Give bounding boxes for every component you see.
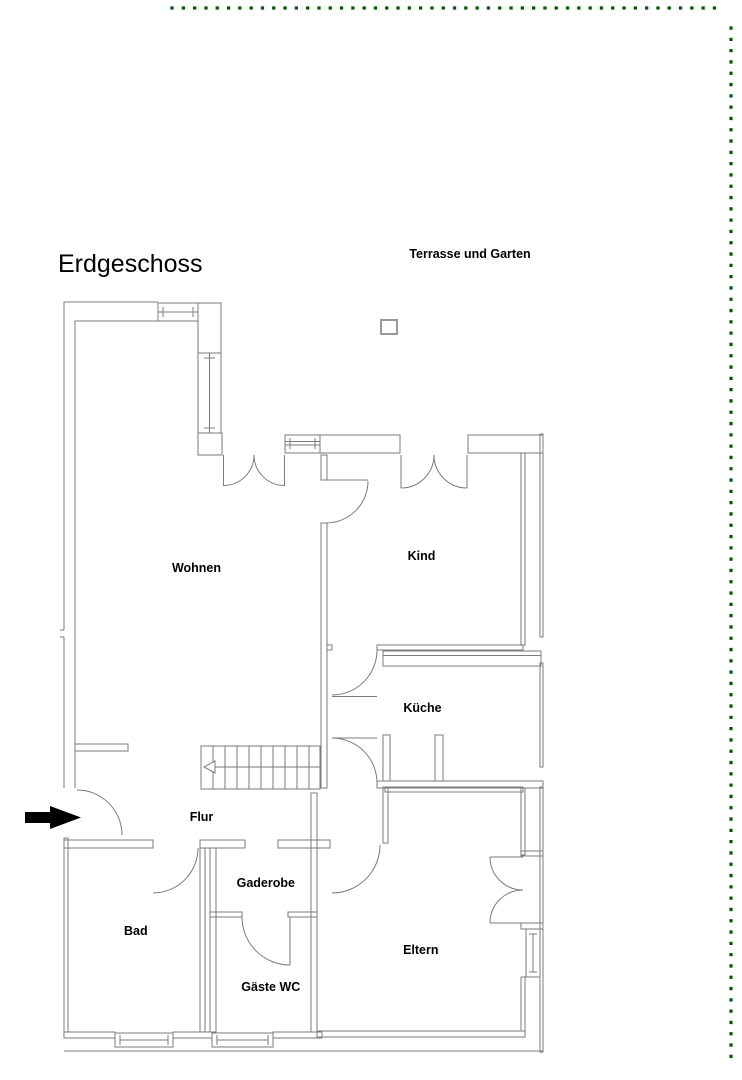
window-gwc-south xyxy=(212,1033,273,1047)
exterior-wall-right-lower xyxy=(540,787,543,1052)
south-wall-bad-right xyxy=(173,1032,212,1038)
north-wall-segment-1 xyxy=(320,435,400,453)
eltern-south-wall xyxy=(317,1031,525,1037)
wall-pillar-mid xyxy=(198,433,222,455)
door-entrance xyxy=(77,790,122,835)
door-bad xyxy=(153,848,198,893)
exterior-wall-lower-left xyxy=(64,838,68,1032)
wall-pillar-top xyxy=(198,303,221,353)
room-label-gaeste-wc: Gäste WC xyxy=(241,980,301,994)
room-label-wohnen: Wohnen xyxy=(171,561,222,575)
door-kind-terrace xyxy=(401,455,467,488)
wohnen-wall-stub xyxy=(75,744,128,751)
eltern-east-wall-lower xyxy=(521,977,525,1031)
kind-south-wall xyxy=(377,645,523,650)
gwc-divider-right xyxy=(288,912,317,917)
window-bad-south xyxy=(115,1033,173,1047)
kueche-stub-1 xyxy=(383,735,390,781)
door-wohnen-kind xyxy=(326,480,368,523)
room-label-kueche: Küche xyxy=(403,701,442,715)
room-label-kind: Kind xyxy=(407,549,436,563)
divider-wall-stub xyxy=(321,455,327,480)
terrace-square-marker xyxy=(381,320,397,334)
doors xyxy=(77,455,523,965)
bad-east-wall xyxy=(200,848,205,1032)
flur-eltern-connector-wall xyxy=(383,787,388,843)
kueche-stub-2 xyxy=(435,735,443,781)
south-wall-bad-left xyxy=(64,1032,115,1038)
window-north-wohnen xyxy=(285,435,320,453)
door-eltern xyxy=(332,845,380,893)
kind-east-wall xyxy=(521,453,525,645)
door-eltern-terrace-double xyxy=(490,857,523,923)
flur-south-wall-3 xyxy=(278,840,330,848)
window-eltern-east xyxy=(526,929,540,977)
exterior-wall-right-mid xyxy=(540,663,543,767)
door-wohnen-terrace xyxy=(224,455,285,486)
north-wall-segment-2 xyxy=(468,435,543,453)
door-kind-kueche xyxy=(332,650,377,697)
room-label-gaderobe: Gaderobe xyxy=(236,876,295,890)
door-kueche-flur xyxy=(332,738,377,783)
exterior-wall-top-left-inner xyxy=(75,321,158,788)
south-wall-gwc-right xyxy=(273,1032,322,1038)
entrance-arrow-icon xyxy=(25,806,81,829)
flur-south-wall-1 xyxy=(64,840,153,848)
window-top-left xyxy=(158,303,198,321)
staircase xyxy=(201,746,320,789)
walls xyxy=(60,302,543,1052)
stair-direction-icon xyxy=(204,761,215,773)
room-label-bad: Bad xyxy=(123,924,148,938)
divider-junction xyxy=(327,645,332,650)
door-gaeste-wc xyxy=(242,917,290,965)
window-west-vertical xyxy=(198,353,221,433)
page-title: Erdgeschoss xyxy=(58,250,203,278)
exterior-wall-right-upper xyxy=(540,434,543,637)
gaderobe-west-wall xyxy=(210,848,216,1032)
terrace-label: Terrasse und Garten xyxy=(409,247,531,261)
flur-south-wall-2 xyxy=(200,840,245,848)
gwc-divider-left xyxy=(210,912,242,917)
dotted-border xyxy=(172,8,731,1064)
divider-wall-wohnen-kind xyxy=(321,523,327,788)
kueche-north-band xyxy=(383,651,541,666)
eltern-east-wall-upper xyxy=(521,788,525,855)
room-label-eltern: Eltern xyxy=(403,943,439,957)
room-label-flur: Flur xyxy=(189,810,214,824)
